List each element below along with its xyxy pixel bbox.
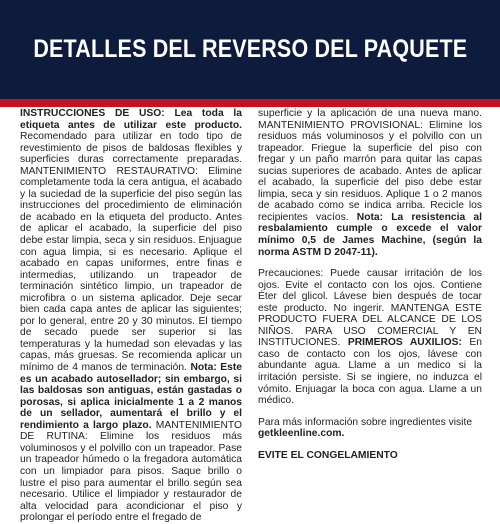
interim-maintenance-text: superficie y la aplicación de una nueva mano. MANTENIMIENTO PROVISIONAL: Elimine los residuos más voluminosos y el polvillo con un trapeador. Friegue la superficie del piso con fregar y un paño marrón para quitar las capas sucias superiores de acabado. Antes de aplicar el acabado, la superficie del piso debe estar limpia, seca y sin residuos. Aplique 1 o 2 manos de acabado como se indica arriba. Recicle los recipientes vacíos. xyxy=(258,108,482,223)
precautions-text: Precauciones: Puede causar irritación de los ojos. Evite el contacto con los ojos. Contiene Éter del glicol. Lávese bien después de tocar este producto. No ingerir. MANTENGA ESTE PRODUCTO FUERA DEL ALCANCE DE LOS NIÑOS. PARA USO COMERCIAL Y EN INSTITUCIONES. xyxy=(258,268,482,349)
freeze-warning: EVITE EL CONGELAMIENTO xyxy=(258,449,398,461)
website-link[interactable]: getkleenline.com. xyxy=(258,428,345,440)
page-title: DETALLES DEL REVERSO DEL PAQUETE xyxy=(33,35,467,63)
first-aid-label: PRIMEROS AUXILIOS: xyxy=(347,337,462,349)
read-label-warning: Lea toda la etiqueta antes de utilizar este producto. xyxy=(20,108,242,131)
right-column xyxy=(258,108,482,461)
accent-bar xyxy=(0,99,500,107)
instructions-paragraph xyxy=(20,108,242,524)
first-aid-text: En caso de contacto con los ojos, lávese con abundante agua. Llame a un medico si la irritación persiste. Si se ingiere, no induzca el vómito. Enjuagar la boca con agua. Llame a un médico. xyxy=(258,337,482,407)
precautions-paragraph xyxy=(258,268,482,407)
sealer-note: Nota: Este es un acabado autosellador; sin embargo, si las baldosas son antiguas, están gastadas o porosas, si aplica inicialmente 1 a 2 manos de un sellador, aumentará el brillo y el rendimiento a largo plazo. xyxy=(20,362,243,431)
instructions-label: INSTRUCCIONES DE USO: xyxy=(20,108,165,119)
maintenance-paragraph xyxy=(258,108,482,258)
header-banner xyxy=(0,0,500,99)
routine-maintenance-text: MANTENIMIENTO DE RUTINA: Elimine los residuos más voluminosos y el polvillo con un trapeador. Pase un trapeador húmedo o la fregadora automática con un limpiador para pisos. Saque brillo o lustre el piso para aumentar el brillo según sea necesario. Utilice el limpiador y restaurador de alta velocidad para acondicionar el piso y prolongar el período entre el fregado de xyxy=(20,419,242,524)
left-column xyxy=(20,108,242,524)
ingredients-paragraph xyxy=(258,417,482,440)
slip-resistance-note: Nota: La resistencia al resbalamiento cumple o excede el valor mínimo 0,5 de James Machine, (según la norma ASTM D 2047-11). xyxy=(258,211,482,258)
instructions-body: Recomendado para utilizar en todo tipo de revestimiento de pisos de baldosas flexibles y superficies duras correctamente preparadas. MANTENIMIENTO RESTAURATIVO: Elimine completamente toda la cera antigua, el acabado y la suciedad de la superficie del piso según las instrucciones del procedimiento de eliminación de acabado en la etiqueta del producto. Antes de aplicar el acabado, la superficie del piso debe estar limpia, seca y sin residuos. Enjuague con agua limpia, si es necesario. Aplique el acabado en capas uniformes, entre finas e intermedias, utilizando un trapeador de terminación sintético limpio, un trapeador de microfibra o un sistema aplicador. Deje secar bien cada capa antes de aplicar las siguientes; por lo general, entre 20 y 30 minutos. El tiempo de secado puede ser superior si las temperaturas y la humedad son elevadas y las capas, más gruesas. Se recomienda aplicar un mínimo de 4 manos de terminación. xyxy=(20,131,242,374)
ingredients-text: Para más información sobre ingredientes visite xyxy=(258,416,473,428)
